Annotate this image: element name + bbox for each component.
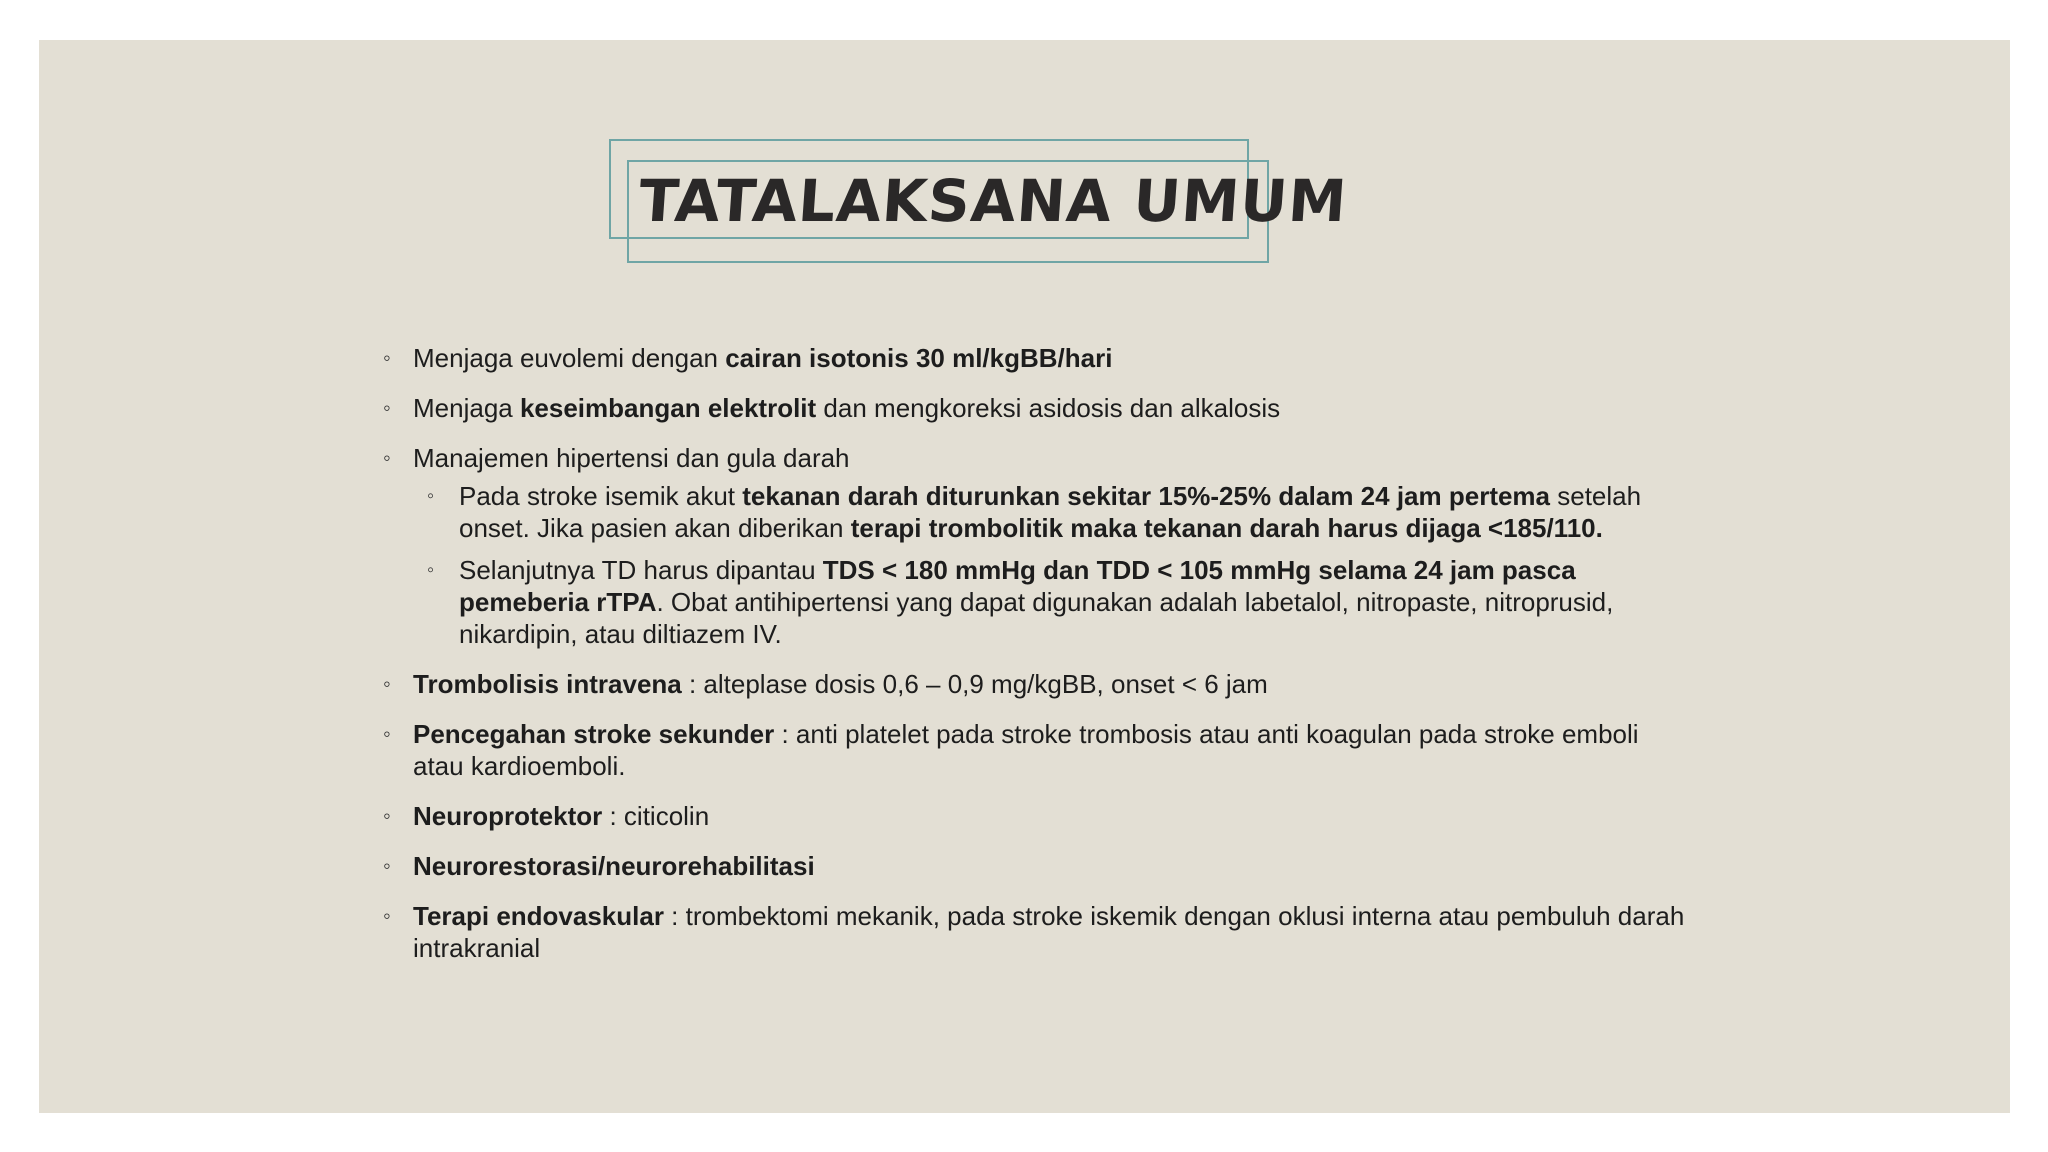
bullet-text: : citicolin (602, 801, 710, 831)
bullet-bold-text: Trombolisis intravena (413, 669, 682, 699)
bullet-trombolisis (383, 668, 1693, 700)
bullet-bold-text: terapi trombolitik maka tekanan darah harus dijaga <185/110. (850, 513, 1603, 543)
bullet-text: Manajemen hipertensi dan gula darah (413, 443, 850, 473)
bullet-text: Selanjutnya TD harus dipantau (459, 555, 823, 585)
bullet-euvolemi (383, 342, 1693, 374)
bullet-text: Menjaga euvolemi dengan (413, 343, 726, 373)
bullet-hipertensi (383, 442, 1693, 650)
title-frame (609, 139, 1350, 242)
bullet-text: Pada stroke isemik akut (459, 481, 743, 511)
slide (39, 40, 2010, 1113)
bullet-bold-text: Terapi endovaskular (413, 901, 664, 931)
bullet-text: Menjaga (413, 393, 520, 423)
bullet-bold-text: Neuroprotektor (413, 801, 603, 831)
sub-bullet-pemantauan-td (413, 554, 1693, 650)
bullet-pencegahan (383, 718, 1693, 782)
slide-title: TATALAKSANA UMUM (636, 167, 1350, 235)
bullet-neuroprotektor (383, 800, 1693, 832)
bullet-list (383, 342, 1693, 964)
bullet-content (383, 342, 1693, 982)
bullet-text: : anti platelet pada stroke trombosis atau anti koagulan pada stroke emboli atau kardioemboli. (413, 719, 1639, 781)
bullet-endovaskular (383, 900, 1693, 964)
bullet-bold-text: tekanan darah diturunkan sekitar 15%-25% dalam 24 jam pertema (742, 481, 1551, 511)
sub-bullet-list (413, 480, 1693, 650)
bullet-text: : alteplase dosis 0,6 – 0,9 mg/kgBB, onset < 6 jam (681, 669, 1268, 699)
bullet-bold-text: Pencegahan stroke sekunder (413, 719, 775, 749)
sub-bullet-stroke-isemik (413, 480, 1693, 544)
bullet-text: dan mengkoreksi asidosis dan alkalosis (816, 393, 1281, 423)
bullet-text: setelah onset. Jika pasien akan diberikan (459, 481, 1642, 543)
bullet-text: . Obat antihipertensi yang dapat digunakan adalah labetalol, nitropaste, nitroprusid, nikardipin, atau diltiazem IV. (459, 587, 1614, 649)
bullet-bold-text: cairan isotonis 30 ml/kgBB/hari (725, 343, 1113, 373)
bullet-bold-text: Neurorestorasi/neurorehabilitasi (413, 851, 815, 881)
bullet-elektrolit (383, 392, 1693, 424)
bullet-bold-text: keseimbangan elektrolit (519, 393, 817, 423)
bullet-text: : trombektomi mekanik, pada stroke iskemik dengan oklusi interna atau pembuluh darah intrakranial (413, 901, 1685, 963)
bullet-neurorestorasi (383, 850, 1693, 882)
bullet-bold-text: TDS < 180 mmHg dan TDD < 105 mmHg selama 24 jam pasca pemeberia rTPA (459, 555, 1576, 617)
